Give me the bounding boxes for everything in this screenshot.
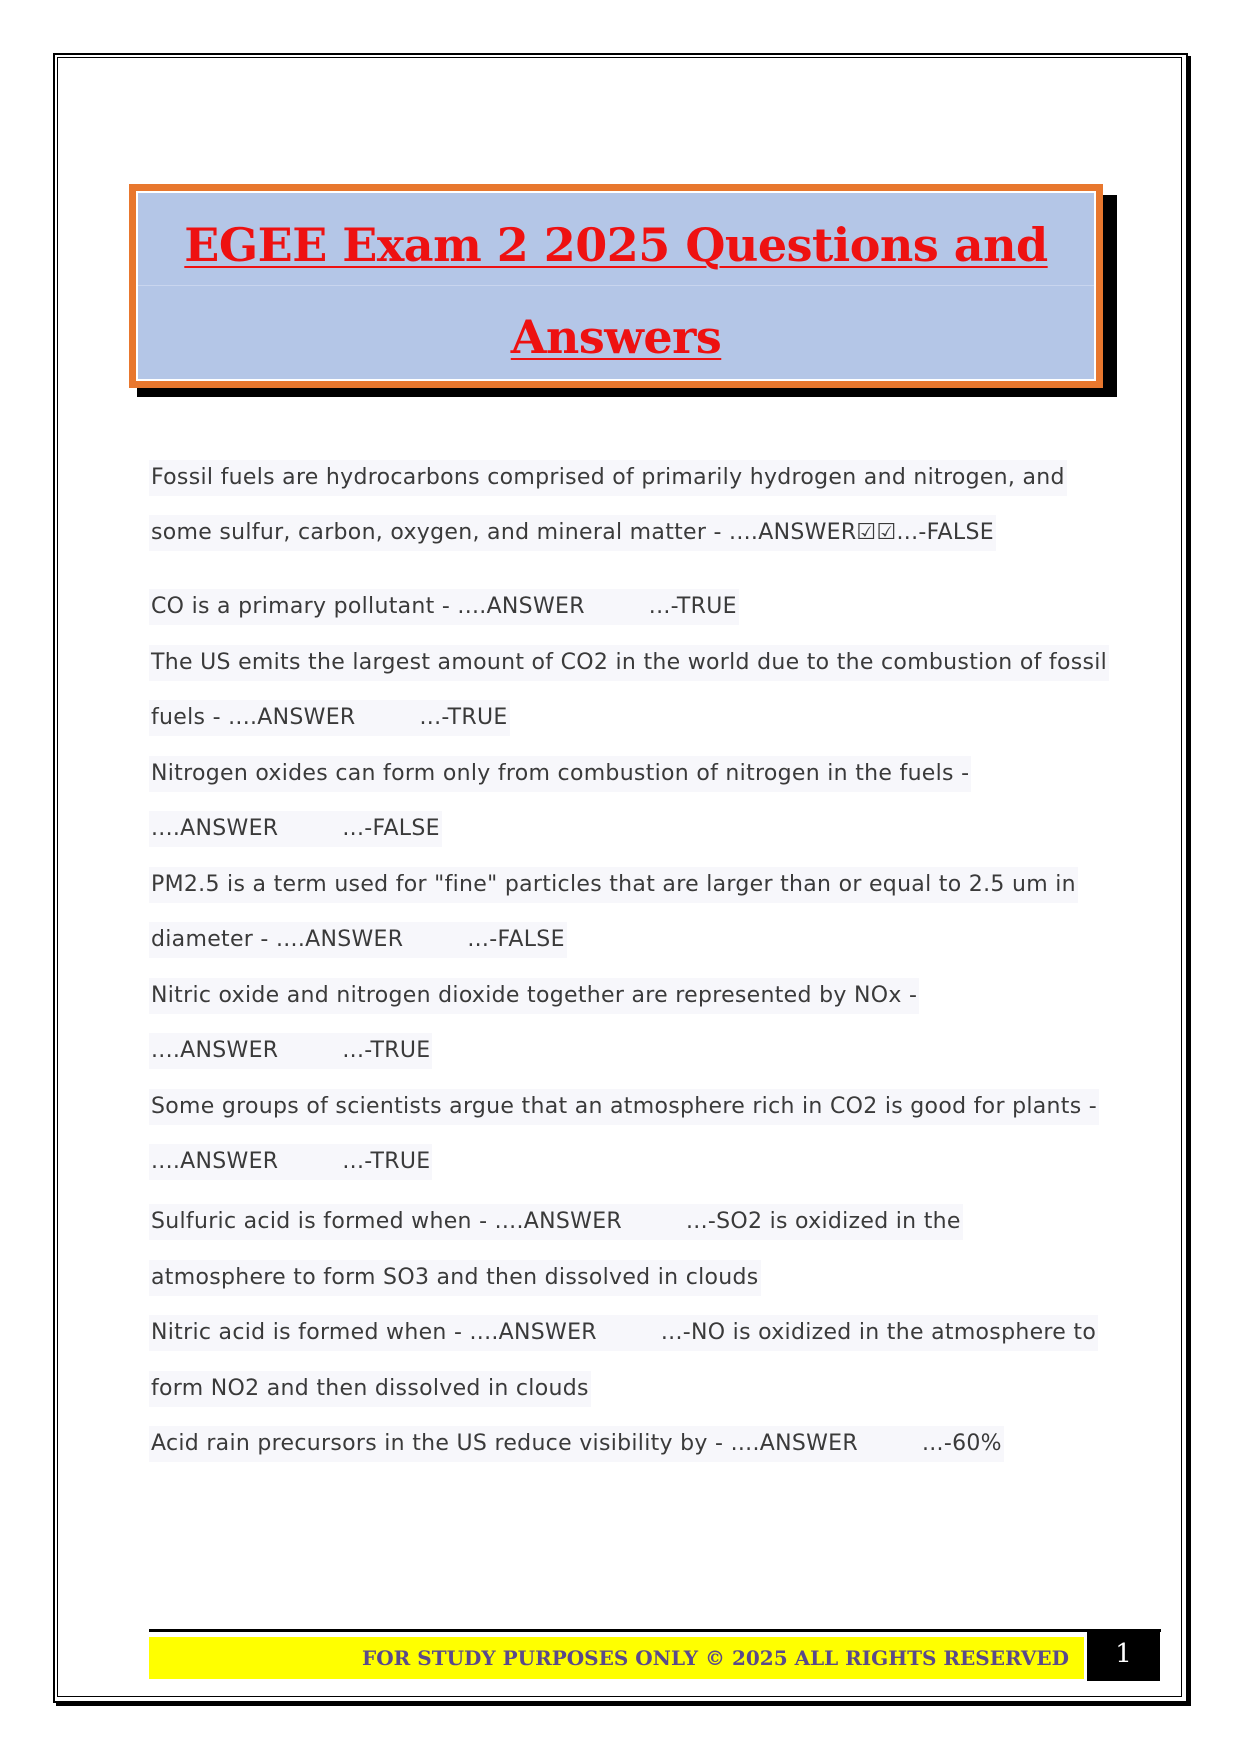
question-text: Nitric acid is formed when - ....ANSWER: [151, 1320, 597, 1345]
question-text: Some groups of scientists argue that an atmosphere rich in CO2 is good for plants -: [151, 1094, 1097, 1119]
answer-text: some sulfur, carbon, oxygen, and mineral matter - ....ANSWER☑☑...-FALSE: [151, 520, 994, 545]
question-text: ....ANSWER: [151, 1038, 279, 1063]
qa-line: [149, 1204, 963, 1240]
question-text: Acid rain precursors in the US reduce visibility by - ....ANSWER: [151, 1431, 858, 1456]
answer-text: form NO2 and then dissolved in clouds: [151, 1376, 589, 1401]
footer-rule: [149, 1629, 1161, 1632]
qa-line: [149, 978, 919, 1014]
answer-text: ...-NO is oxidized in the atmosphere to: [660, 1320, 1097, 1345]
question-text: Nitrogen oxides can form only from combustion of nitrogen in the fuels -: [151, 761, 970, 786]
qa-line: [149, 867, 1078, 903]
qa-line: [149, 700, 510, 736]
qa-line: [149, 811, 442, 847]
answer-text: ...-TRUE: [419, 705, 508, 730]
answer-text: ...-60%: [921, 1431, 1002, 1456]
qa-line: [149, 515, 996, 551]
title-box-inner: [136, 191, 1096, 381]
answer-text: atmosphere to form SO3 and then dissolved in clouds: [151, 1265, 759, 1290]
qa-line: [149, 460, 1067, 496]
page-number: 1: [1087, 1630, 1160, 1681]
answer-text: ...-FALSE: [342, 816, 440, 841]
question-text: CO is a primary pollutant - ....ANSWER: [151, 594, 585, 619]
qa-line: [149, 1033, 432, 1069]
question-text: ....ANSWER: [151, 816, 279, 841]
question-text: Nitric oxide and nitrogen dioxide together are represented by NOx -: [151, 983, 918, 1008]
title-line-1: EGEE Exam 2 2025 Questions and: [184, 218, 1048, 272]
qa-line: [149, 1371, 591, 1407]
qa-line: [149, 756, 971, 792]
qa-line: [149, 1315, 1098, 1351]
qa-line: [149, 1426, 1004, 1462]
title-box: [129, 184, 1103, 388]
question-text: PM2.5 is a term used for "fine" particles that are larger than or equal to 2.5 um in: [151, 872, 1076, 897]
answer-text: ...-FALSE: [467, 927, 565, 952]
question-text: Sulfuric acid is formed when - ....ANSWER: [151, 1209, 622, 1234]
footer-text: FOR STUDY PURPOSES ONLY © 2025 ALL RIGHTS RESERVED: [362, 1646, 1069, 1670]
answer-text: ...-TRUE: [648, 594, 737, 619]
answer-text: ...-SO2 is oxidized in the: [685, 1209, 961, 1234]
question-text: Fossil fuels are hydrocarbons comprised of primarily hydrogen and nitrogen, and: [151, 465, 1065, 490]
question-text: fuels - ....ANSWER: [151, 705, 356, 730]
document-title: [138, 199, 1094, 383]
qa-line: [149, 1144, 432, 1180]
question-text: diameter - ....ANSWER: [151, 927, 404, 952]
qa-line: [149, 589, 739, 625]
qa-line: [149, 1260, 761, 1296]
answer-text: ...-TRUE: [342, 1149, 431, 1174]
question-text: The US emits the largest amount of CO2 in the world due to the combustion of fossil: [151, 650, 1108, 675]
qa-line: [149, 645, 1109, 681]
qa-line: [149, 922, 567, 958]
question-text: ....ANSWER: [151, 1149, 279, 1174]
title-line-2: Answers: [510, 310, 722, 364]
qa-line: [149, 1089, 1099, 1125]
answer-text: ...-TRUE: [342, 1038, 431, 1063]
